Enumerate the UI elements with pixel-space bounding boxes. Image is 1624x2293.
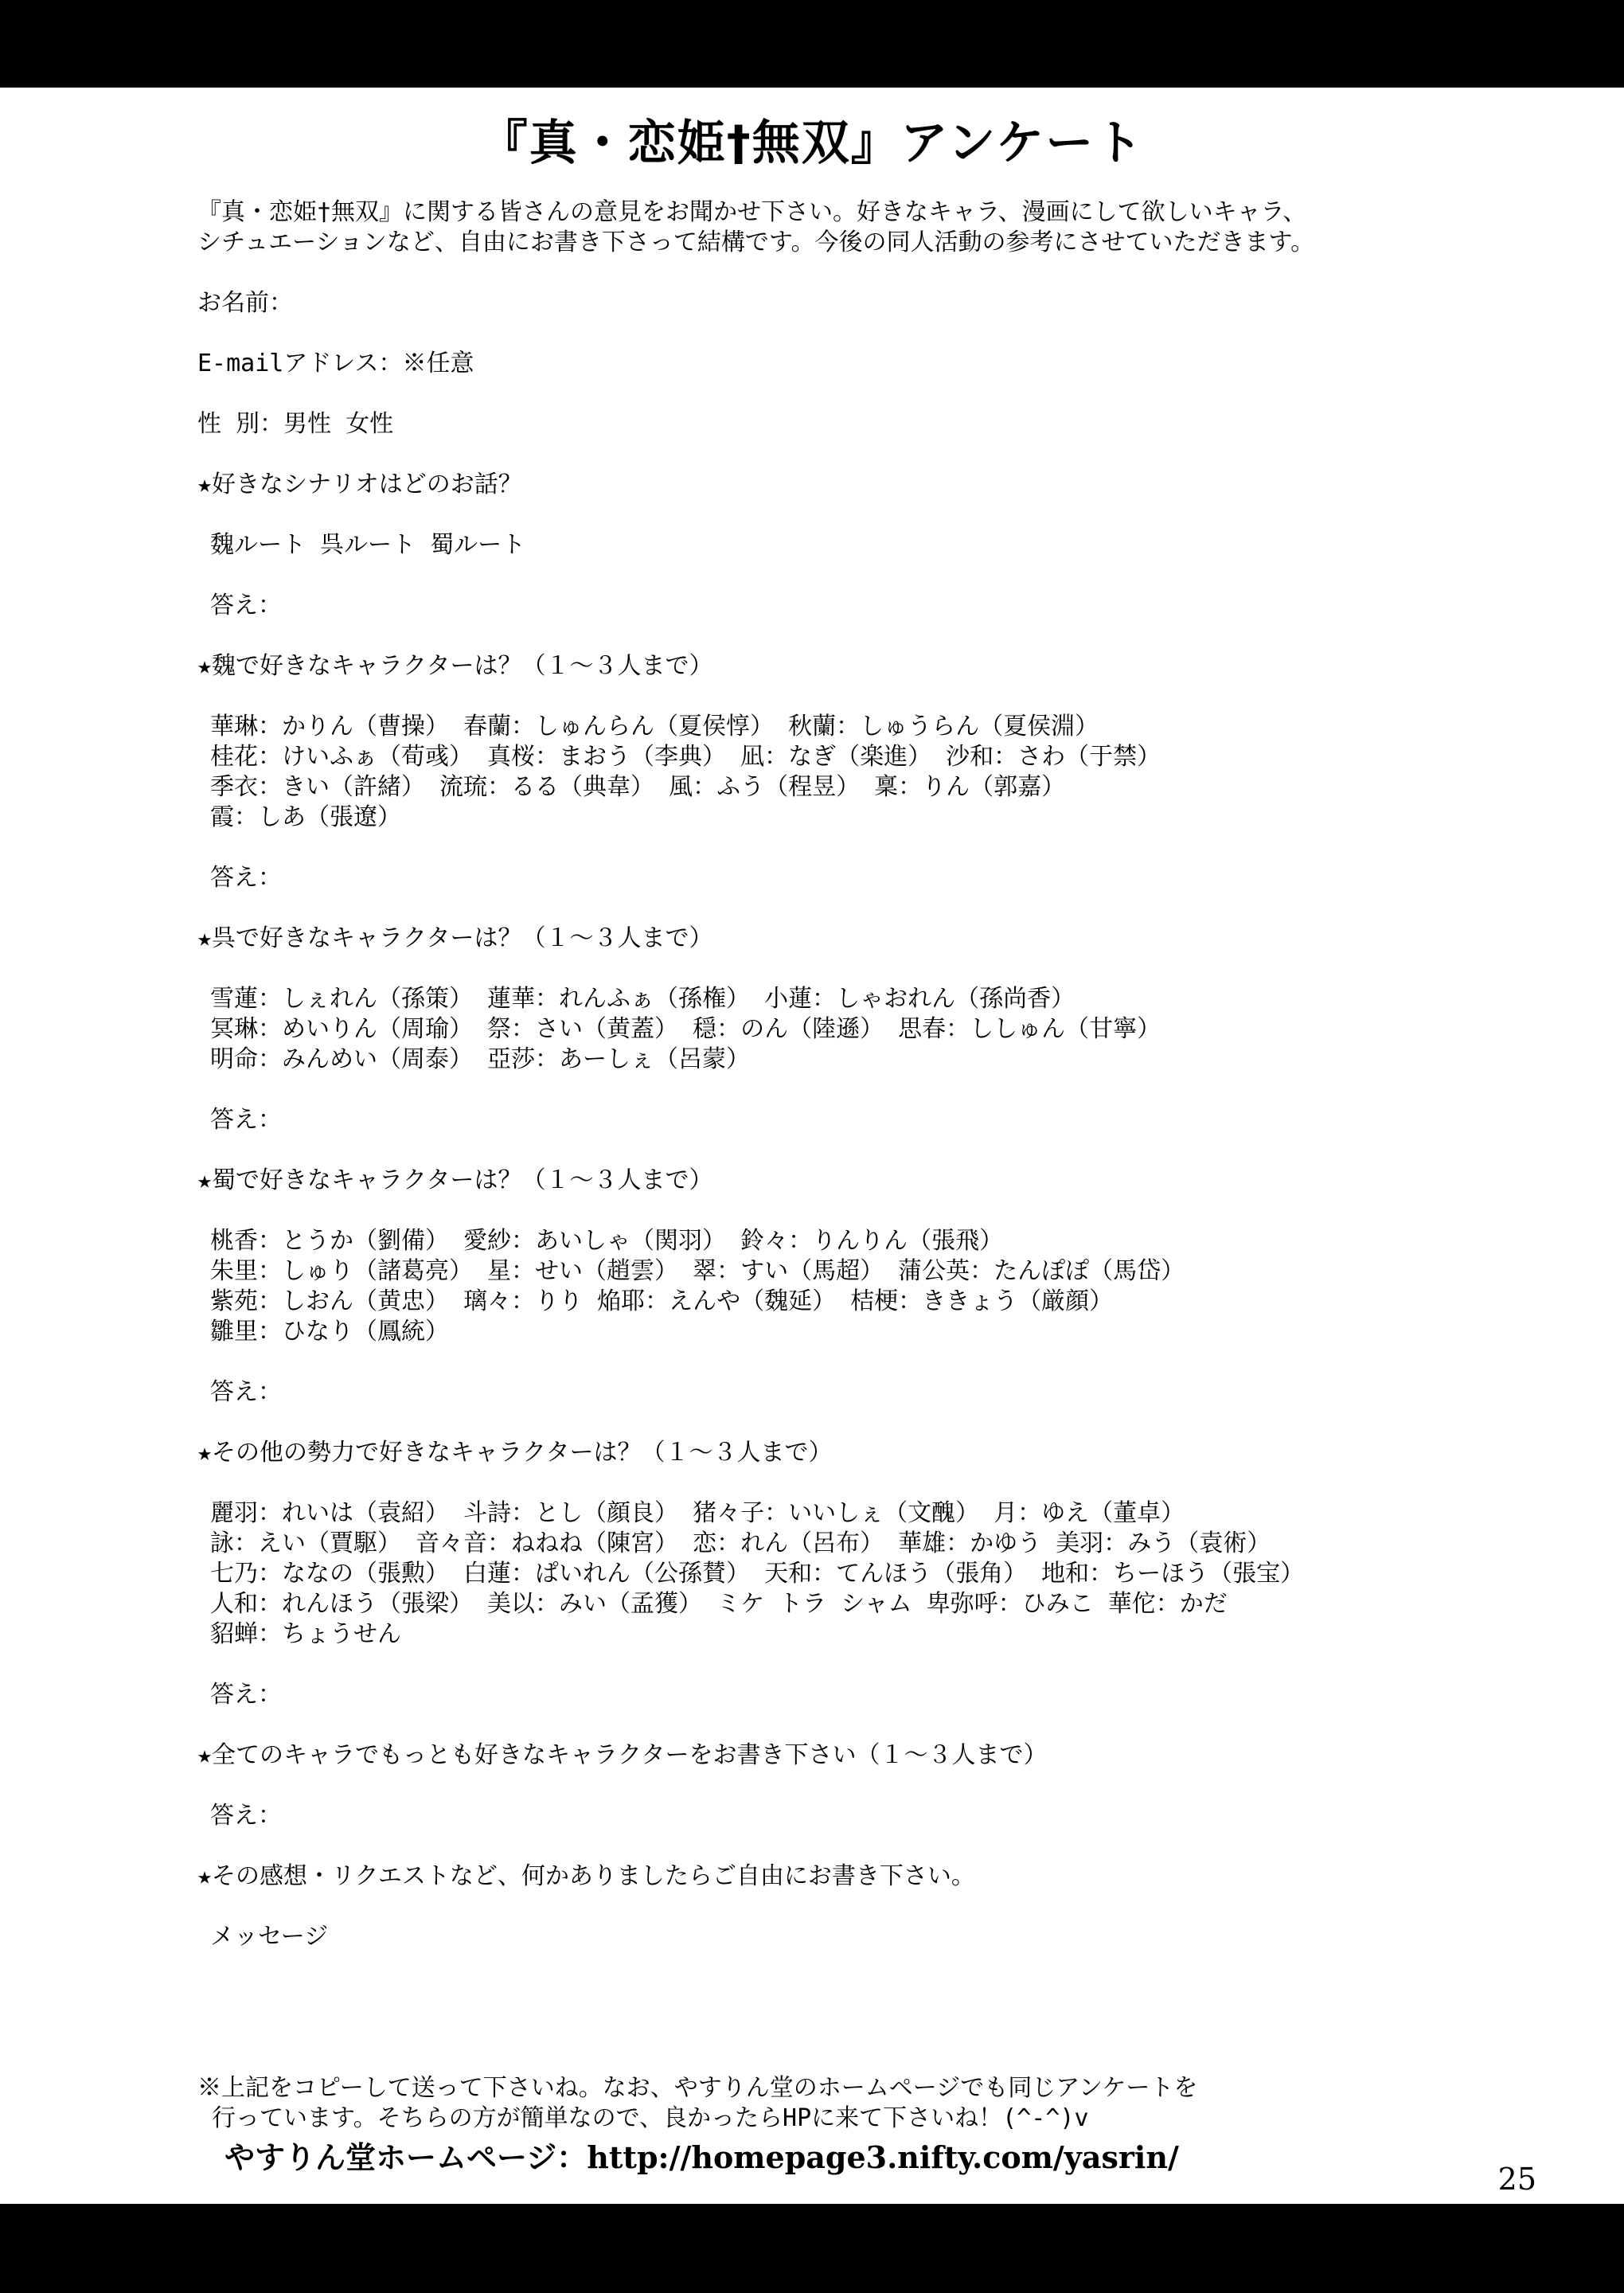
page-title: 『真・恋姫†無双』アンケート (479, 115, 1145, 171)
other-question: ★その他の勢力で好きなキャラクターは？（１～３人まで） (197, 1439, 833, 1467)
favorite-question: ★全てのキャラでもっとも好きなキャラクターをお書き下さい（１～３人まで） (197, 1741, 1048, 1769)
answer-label: 答え： (210, 1802, 282, 1830)
wei-character-line: 霞：しあ（張遼） (210, 803, 401, 831)
request-question: ★その感想・リクエストなど、何かありましたらご自由にお書き下さい。 (197, 1862, 975, 1890)
name-field: お名前： (197, 289, 293, 317)
note-line: ※上記をコピーして送って下さいね。なお、やすりん堂のホームページでも同じアンケートを (197, 2074, 1198, 2102)
shu-character-line: 雛里：ひなり（鳳統） (210, 1318, 449, 1346)
shu-character-line: 紫苑：しおん（黄忠） 璃々：りり 焔耶：えんや（魏延） 桔梗：ききょう（厳顔） (210, 1287, 1114, 1315)
answer-label: 答え： (210, 864, 282, 892)
shu-question: ★蜀で好きなキャラクターは？（１～３人まで） (197, 1166, 713, 1194)
note-line: 行っています。そちらの方が簡単なので、良かったらHPに来て下さいね！(^-^)v (197, 2104, 1089, 2132)
shu-character-line: 朱里：しゅり（諸葛亮） 星：せい（趙雲） 翠：すい（馬超） 蒲公英：たんぽぽ（馬岱） (210, 1257, 1185, 1285)
answer-label: 答え： (210, 1106, 282, 1134)
wu-question: ★呉で好きなキャラクターは？（１～３人まで） (197, 924, 713, 952)
top-black-bar (0, 0, 1624, 88)
wu-character-line: 雪蓮：しぇれん（孫策） 蓮華：れんふぁ（孫権） 小蓮：しゃおれん（孫尚香） (210, 985, 1076, 1013)
scenario-options: 魏ルート 呉ルート 蜀ルート (210, 531, 526, 559)
scenario-question: ★好きなシナリオはどのお話？ (197, 471, 522, 498)
email-field: E-mailアドレス：※任意 (197, 350, 474, 377)
questionnaire-body (197, 197, 1551, 2134)
wu-character-line: 冥琳：めいりん（周瑜） 祭：さい（黄蓋） 穏：のん（陸遜） 思春：ししゅん（甘寧） (210, 1015, 1161, 1043)
other-character-line: 詠：えい（賈駆） 音々音：ねねね（陳宮） 恋：れん（呂布） 華雄：かゆう 美羽：みう（袁術） (210, 1529, 1271, 1557)
other-character-line: 麗羽：れいは（袁紹） 斗詩：とし（顔良） 猪々子：いいしぇ（文醜） 月：ゆえ（董卓） (210, 1499, 1185, 1527)
wei-character-line: 桂花：けいふぁ（荀彧） 真桜：まおう（李典） 凪：なぎ（楽進） 沙和：さわ（于禁） (210, 743, 1161, 771)
shu-character-line: 桃香：とうか（劉備） 愛紗：あいしゃ（関羽） 鈴々：りんりん（張飛） (210, 1227, 1004, 1255)
wei-character-line: 華琳：かりん（曹操） 春蘭：しゅんらん（夏侯惇） 秋蘭：しゅうらん（夏侯淵） (210, 713, 1099, 740)
message-label: メッセージ (210, 1923, 329, 1951)
other-character-line: 貂蝉：ちょうせん (210, 1620, 401, 1648)
wei-question: ★魏で好きなキャラクターは？（１～３人まで） (197, 652, 713, 680)
wei-character-line: 季衣：きい（許緒） 流琉：るる（典韋） 風：ふう（程昱） 稟：りん（郭嘉） (210, 773, 1066, 801)
answer-label: 答え： (210, 1681, 282, 1709)
intro-line: シチュエーションなど、自由にお書き下さって結構です。今後の同人活動の参考にさせていただきます。 (197, 229, 1315, 256)
answer-label: 答え： (210, 592, 282, 619)
homepage-url: やすりん堂ホームページ：http://homepage3.nifty.com/yasrin/ (224, 2139, 1179, 2175)
other-character-line: 人和：れんほう（張梁） 美以：みい（孟獲） ミケ トラ シャム 卑弥呼：ひみこ 華佗：かだ (210, 1590, 1228, 1618)
wu-character-line: 明命：みんめい（周泰） 亞莎：あーしぇ（呂蒙） (210, 1045, 751, 1073)
page-number: 25 (1497, 2162, 1536, 2197)
bottom-black-bar (0, 2204, 1624, 2293)
other-character-line: 七乃：ななの（張勲） 白蓮：ぱいれん（公孫賛） 天和：てんほう（張角） 地和：ちーほう（張宝） (210, 1560, 1305, 1588)
gender-field: 性 別：男性 女性 (197, 410, 394, 438)
answer-label: 答え： (210, 1378, 282, 1406)
intro-line: 『真・恋姫†無双』に関する皆さんの意見をお聞かせ下さい。好きなキャラ、漫画にして欲しいキャラ、 (197, 198, 1307, 226)
